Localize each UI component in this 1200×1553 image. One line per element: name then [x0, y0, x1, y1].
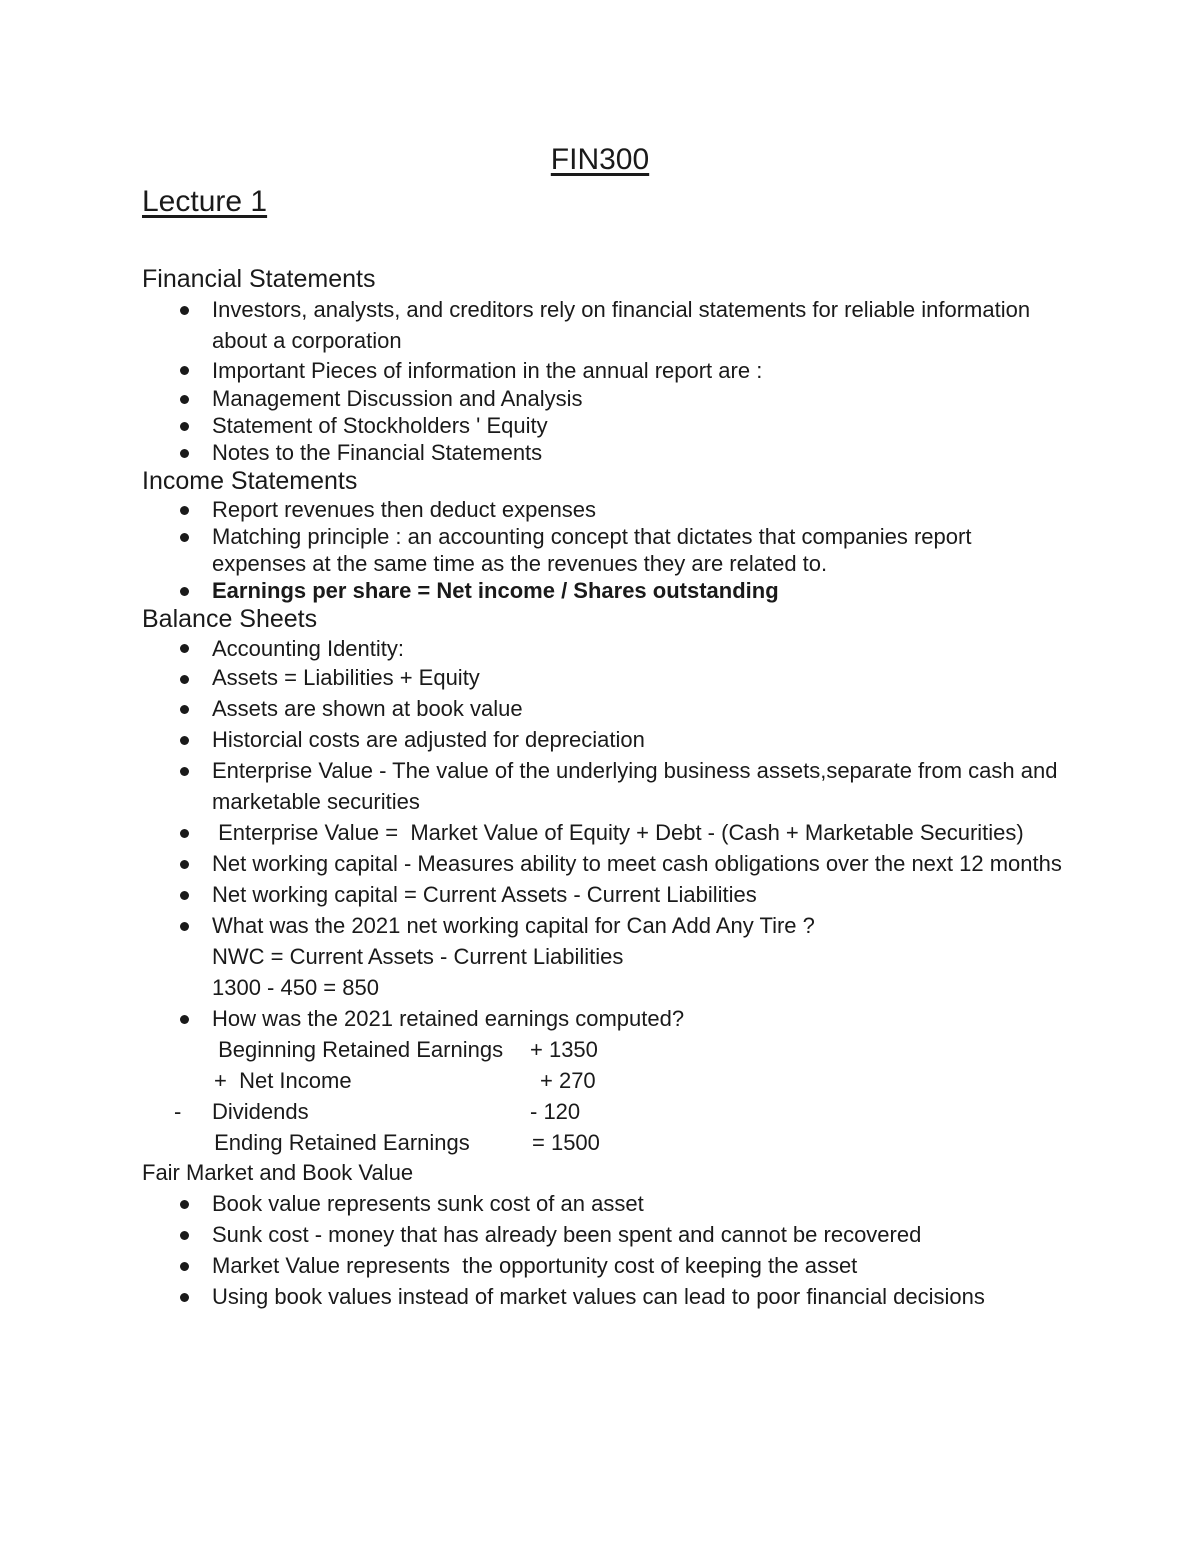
bullet-icon: [180, 1200, 189, 1209]
calc-row: - Dividends - 120: [174, 1099, 581, 1124]
list-item: Historcial costs are adjusted for depreciation: [142, 724, 1062, 755]
list-item: Statement of Stockholders ' Equity: [142, 412, 1062, 439]
lecture-title: Lecture 1: [142, 185, 268, 218]
list-item: Accounting Identity:: [142, 634, 1062, 663]
bullet-icon: [180, 1231, 189, 1240]
list-item: Net working capital - Measures ability to meet cash obligations over the next 12 months: [142, 848, 1062, 879]
retained-earnings-calc: [142, 1034, 1062, 1158]
bullet-icon: [180, 587, 189, 596]
list-item: Sunk cost - money that has already been spent and cannot be recovered: [142, 1219, 1062, 1250]
bullet-icon: [180, 533, 189, 542]
list-item: How was the 2021 retained earnings computed?: [142, 1003, 1062, 1034]
section-heading-income-statements: Income Statements: [142, 467, 358, 495]
section-heading-balance-sheets: Balance Sheets: [142, 605, 318, 633]
bullet-icon: [180, 306, 189, 315]
nwc-calculation: 1300 - 450 = 850: [212, 975, 379, 1000]
bullet-icon: [180, 449, 189, 458]
notes-body: [142, 264, 1062, 1312]
bullet-icon: [180, 1262, 189, 1271]
fair-market-list: [142, 1188, 1062, 1312]
list-item: Book value represents sunk cost of an asset: [142, 1188, 1062, 1219]
list-item: Important Pieces of information in the annual report are :: [142, 356, 1062, 385]
income-statements-list: [142, 496, 1062, 604]
list-item: What was the 2021 net working capital for Can Add Any Tire ? NWC = Current Assets - Current Liabilities 1300 - 450 = 850: [142, 910, 1062, 1003]
bullet-icon: [180, 891, 189, 900]
list-item: Earnings per share = Net income / Shares outstanding: [142, 577, 1062, 604]
calc-row: + Net Income + 270: [214, 1068, 596, 1093]
list-item: Notes to the Financial Statements: [142, 439, 1062, 466]
bullet-icon: [180, 422, 189, 431]
bullet-icon: [180, 1293, 189, 1302]
bullet-icon: [180, 736, 189, 745]
list-item: Matching principle : an accounting concept that dictates that companies report expenses at the same time as the revenues they are related to.: [142, 523, 1062, 577]
bullet-icon: [180, 922, 189, 931]
bullet-icon: [180, 860, 189, 869]
list-item: Assets are shown at book value: [142, 693, 1062, 724]
financial-statements-list: [142, 294, 1062, 466]
list-item: Using book values instead of market values can lead to poor financial decisions: [142, 1281, 1062, 1312]
bullet-icon: [180, 395, 189, 404]
bullet-icon: [180, 675, 189, 684]
list-item: Enterprise Value = Market Value of Equity + Debt - (Cash + Marketable Securities): [142, 817, 1062, 848]
nwc-formula: NWC = Current Assets - Current Liabilities: [212, 944, 624, 969]
list-item: Market Value represents the opportunity cost of keeping the asset: [142, 1250, 1062, 1281]
section-heading-fair-market: Fair Market and Book Value: [142, 1160, 414, 1185]
list-item: Net working capital = Current Assets - Current Liabilities: [142, 879, 1062, 910]
list-item: Assets = Liabilities + Equity: [142, 663, 1062, 693]
bullet-icon: [180, 366, 189, 375]
calc-row: Beginning Retained Earnings + 1350: [212, 1037, 598, 1062]
bullet-icon: [180, 1015, 189, 1024]
bullet-icon: [180, 644, 189, 653]
list-item: Management Discussion and Analysis: [142, 385, 1062, 412]
list-item: Investors, analysts, and creditors rely on financial statements for reliable information about a corporation: [142, 294, 1062, 356]
list-item: Enterprise Value - The value of the underlying business assets,separate from cash and marketable securities: [142, 755, 1062, 817]
bullet-icon: [180, 829, 189, 838]
course-title: FIN300: [550, 143, 650, 176]
bullet-icon: [180, 767, 189, 776]
section-heading-financial-statements: Financial Statements: [142, 265, 376, 293]
bullet-icon: [180, 705, 189, 714]
list-item: Report revenues then deduct expenses: [142, 496, 1062, 523]
bullet-icon: [180, 506, 189, 515]
calc-row: Ending Retained Earnings = 1500: [208, 1130, 600, 1155]
balance-sheets-list: [142, 634, 1062, 1034]
